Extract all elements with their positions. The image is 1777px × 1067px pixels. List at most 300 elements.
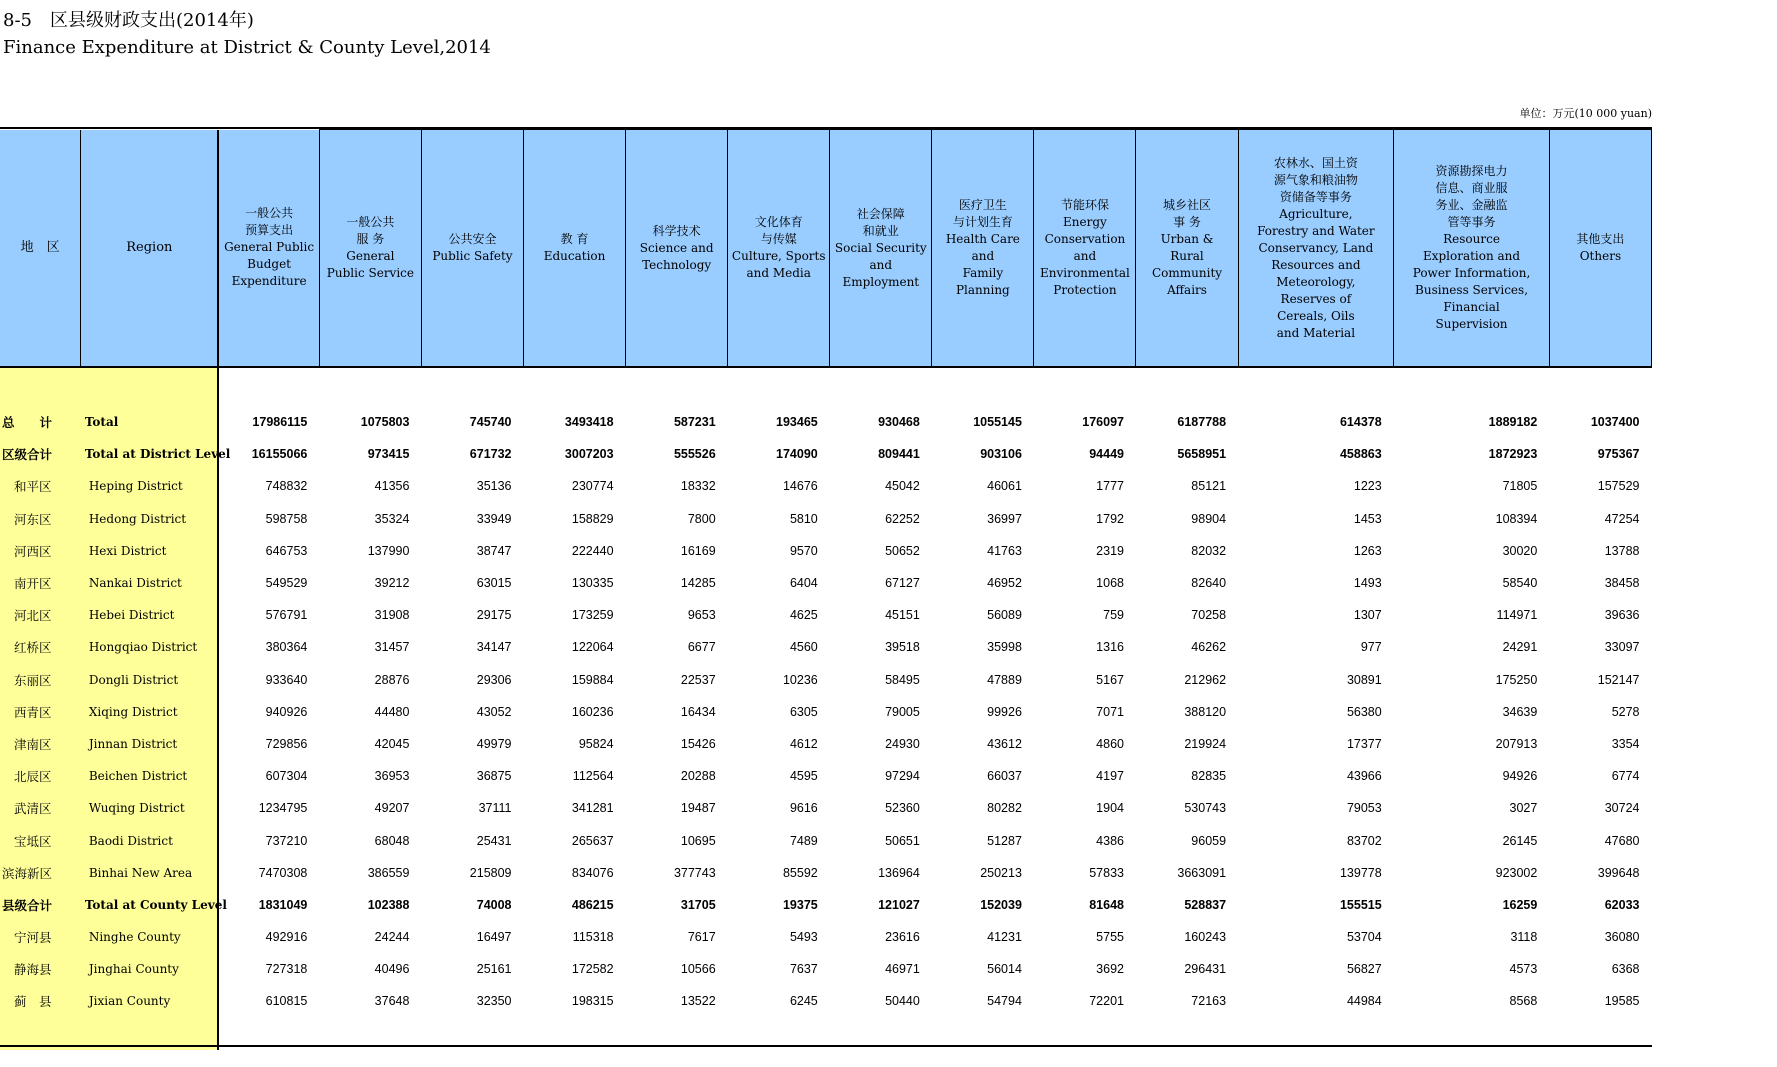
value-cell: 10236	[782, 672, 818, 687]
value-cell: 56827	[1346, 962, 1382, 977]
value-cell: 7470308	[258, 865, 308, 880]
table-row	[0, 760, 1652, 792]
value-cell: 1493	[1353, 576, 1382, 591]
value-cell: 122064	[571, 640, 614, 655]
table-row	[0, 792, 1652, 824]
value-cell: 193465	[776, 415, 818, 430]
value-cell: 5810	[789, 511, 818, 526]
table-row	[0, 985, 1652, 1017]
value-cell: 53704	[1346, 930, 1382, 945]
value-cell: 68048	[374, 833, 410, 848]
value-cell: 930468	[878, 415, 920, 430]
value-cell: 380364	[265, 640, 308, 655]
value-cell: 1068	[1096, 576, 1124, 591]
region-name-cn: 北辰区	[0, 760, 81, 792]
value-cell: 940926	[265, 704, 308, 719]
value-cell: 975367	[1597, 447, 1640, 462]
value-cell: 933640	[265, 672, 308, 687]
value-cell: 3663091	[1177, 865, 1227, 880]
value-cell: 587231	[673, 415, 716, 430]
value-cell: 58495	[885, 672, 920, 687]
spacer-cell	[728, 367, 830, 406]
spacer-cell	[1238, 367, 1394, 406]
region-name-en: Total at District Level	[81, 438, 218, 470]
value-cell: 14676	[782, 479, 818, 494]
value-cell: 34639	[1502, 704, 1538, 719]
value-cell: 14285	[680, 576, 716, 591]
value-cell: 44984	[1346, 994, 1382, 1009]
value-cell: 157529	[1597, 479, 1640, 494]
value-cell: 82032	[1191, 543, 1227, 558]
value-cell: 22537	[680, 672, 716, 687]
value-cell: 42045	[374, 736, 410, 751]
value-cell: 29306	[476, 672, 512, 687]
value-cell: 737210	[265, 833, 308, 848]
value-cell: 6368	[1611, 962, 1640, 977]
region-name-en: Hebei District	[81, 599, 218, 631]
value-cell: 26145	[1502, 833, 1538, 848]
value-cell: 43612	[987, 736, 1022, 751]
table-row	[0, 567, 1652, 599]
header-col-cn: 其他支出	[1576, 232, 1625, 246]
header-col-cn: 文化体育 与传媒	[754, 215, 803, 246]
table-row	[0, 470, 1652, 502]
value-cell: 47889	[987, 672, 1022, 687]
value-cell: 31705	[680, 897, 716, 912]
header-col-9	[1034, 130, 1136, 368]
value-cell: 45042	[885, 479, 920, 494]
value-cell: 15426	[680, 736, 716, 751]
value-cell: 176097	[1082, 415, 1124, 430]
value-cell: 3118	[1510, 930, 1538, 945]
value-cell: 19487	[680, 801, 716, 816]
region-name-en: Beichen District	[81, 760, 218, 792]
header-col-cn: 一般公共 服 务	[346, 215, 395, 246]
value-cell: 6404	[789, 576, 818, 591]
value-cell: 388120	[1184, 704, 1227, 719]
value-cell: 341281	[571, 801, 614, 816]
value-cell: 1037400	[1590, 415, 1640, 430]
value-cell: 25161	[476, 962, 512, 977]
value-cell: 74008	[476, 897, 512, 912]
value-cell: 265637	[571, 833, 614, 848]
value-cell: 39518	[885, 640, 920, 655]
table-row	[0, 696, 1652, 728]
value-cell: 71805	[1502, 479, 1538, 494]
value-cell: 47254	[1604, 511, 1640, 526]
value-cell: 1307	[1353, 608, 1382, 623]
value-cell: 98904	[1191, 511, 1227, 526]
value-cell: 35998	[987, 640, 1022, 655]
region-name-cn: 河东区	[0, 503, 81, 535]
value-cell: 6245	[789, 994, 818, 1009]
value-cell: 598758	[265, 511, 308, 526]
header-col-1	[218, 130, 319, 368]
value-cell: 222440	[571, 543, 614, 558]
table-row	[0, 824, 1652, 856]
value-cell: 30724	[1604, 801, 1640, 816]
value-cell: 114971	[1496, 608, 1538, 623]
value-cell: 38747	[476, 543, 512, 558]
value-cell: 17986115	[252, 415, 308, 430]
value-cell: 13522	[680, 994, 716, 1009]
value-cell: 152039	[980, 897, 1022, 912]
value-cell: 727318	[265, 962, 308, 977]
value-cell: 7800	[687, 511, 716, 526]
value-cell: 96059	[1191, 833, 1227, 848]
value-cell: 54794	[987, 994, 1022, 1009]
value-cell: 607304	[265, 769, 308, 784]
value-cell: 5278	[1611, 704, 1640, 719]
unit-label: 单位：万元(10 000 yuan)	[1519, 107, 1652, 120]
table-row	[0, 664, 1652, 696]
value-cell: 43052	[476, 704, 512, 719]
value-cell: 155515	[1339, 897, 1382, 912]
value-cell: 614378	[1339, 415, 1382, 430]
header-col-3	[421, 130, 523, 368]
spacer-cell	[81, 367, 218, 406]
value-cell: 160236	[571, 704, 614, 719]
header-col-cn: 农林水、国土资 源气象和粮油物 资储备等事务	[1273, 155, 1358, 204]
spacer-cell	[421, 367, 523, 406]
value-cell: 66037	[987, 769, 1022, 784]
table-row	[0, 535, 1652, 567]
region-name-en: Hedong District	[81, 503, 218, 535]
value-cell: 80282	[987, 801, 1022, 816]
value-cell: 50440	[885, 994, 920, 1009]
region-name-cn: 总 计	[0, 406, 81, 438]
value-cell: 7637	[789, 962, 818, 977]
value-cell: 33097	[1604, 640, 1640, 655]
region-name-cn: 西青区	[0, 696, 81, 728]
region-name-cn: 东丽区	[0, 664, 81, 696]
region-name-cn: 蓟 县	[0, 985, 81, 1017]
region-name-en: Nankai District	[81, 567, 218, 599]
value-cell: 759	[1103, 608, 1124, 623]
value-cell: 37648	[374, 994, 410, 1009]
value-cell: 1263	[1353, 543, 1382, 558]
value-cell: 4197	[1096, 769, 1124, 784]
value-cell: 5167	[1096, 672, 1124, 687]
value-cell: 748832	[265, 479, 308, 494]
value-cell: 28876	[374, 672, 410, 687]
spacer-cell	[830, 367, 932, 406]
value-cell: 136964	[878, 865, 920, 880]
value-cell: 16497	[476, 930, 512, 945]
value-cell: 745740	[469, 415, 512, 430]
header-col-12	[1394, 130, 1550, 368]
value-cell: 95824	[578, 736, 614, 751]
value-cell: 486215	[571, 897, 614, 912]
spacer-cell	[626, 367, 728, 406]
spacer-cell	[524, 367, 626, 406]
region-name-cn: 宝坻区	[0, 824, 81, 856]
value-cell: 576791	[265, 608, 308, 623]
region-name-cn: 滨海新区	[0, 857, 81, 889]
value-cell: 528837	[1184, 897, 1227, 912]
value-cell: 41231	[987, 930, 1022, 945]
table-row	[0, 889, 1652, 921]
region-name-cn: 县级合计	[0, 889, 81, 921]
header-col-en: Culture, Sports and Media	[731, 249, 826, 280]
value-cell: 5755	[1096, 930, 1124, 945]
value-cell: 16169	[680, 543, 716, 558]
value-cell: 49207	[374, 801, 410, 816]
header-col-cn: 一般公共 预算支出	[245, 206, 294, 238]
table-row	[0, 406, 1652, 438]
value-cell: 10695	[680, 833, 716, 848]
value-cell: 4612	[789, 736, 818, 751]
header-row	[0, 130, 1652, 368]
header-col-6	[728, 130, 830, 368]
value-cell: 1904	[1096, 801, 1124, 816]
header-region-en: Region	[81, 130, 218, 368]
page-title-en: Finance Expenditure at District & County Level,2014	[3, 37, 491, 58]
value-cell: 4625	[789, 608, 818, 623]
value-cell: 45151	[885, 608, 920, 623]
header-region-cn: 地 区	[0, 130, 81, 368]
spacer-cell	[1549, 367, 1651, 406]
value-cell: 1777	[1096, 479, 1124, 494]
spacer-cell	[218, 367, 319, 406]
table-row	[0, 631, 1652, 663]
value-cell: 8568	[1509, 994, 1538, 1009]
value-cell: 39636	[1604, 608, 1640, 623]
value-cell: 6305	[789, 704, 818, 719]
value-cell: 610815	[265, 994, 308, 1009]
value-cell: 102388	[367, 897, 410, 912]
value-cell: 10566	[680, 962, 716, 977]
region-name-en: Jinnan District	[81, 728, 218, 760]
table-row	[0, 599, 1652, 631]
value-cell: 24930	[885, 736, 920, 751]
table-row	[0, 438, 1652, 470]
value-cell: 458863	[1339, 447, 1382, 462]
value-cell: 230774	[571, 479, 614, 494]
value-cell: 5493	[789, 930, 818, 945]
value-cell: 377743	[673, 865, 716, 880]
region-name-en: Wuqing District	[81, 792, 218, 824]
header-col-cn: 节能环保	[1060, 198, 1109, 212]
value-cell: 83702	[1346, 833, 1382, 848]
value-cell: 160243	[1184, 930, 1227, 945]
value-cell: 296431	[1184, 962, 1227, 977]
value-cell: 36997	[987, 511, 1022, 526]
value-cell: 198315	[571, 994, 614, 1009]
header-col-en: Others	[1579, 249, 1622, 263]
value-cell: 17377	[1346, 736, 1382, 751]
table-row	[0, 728, 1652, 760]
value-cell: 7489	[789, 833, 818, 848]
value-cell: 4573	[1509, 962, 1538, 977]
value-cell: 809441	[878, 447, 920, 462]
value-cell: 2319	[1096, 543, 1124, 558]
value-cell: 46061	[987, 479, 1022, 494]
value-cell: 94926	[1502, 769, 1538, 784]
region-name-cn: 河北区	[0, 599, 81, 631]
value-cell: 85592	[782, 865, 818, 880]
value-cell: 56380	[1346, 704, 1382, 719]
value-cell: 207913	[1495, 736, 1538, 751]
value-cell: 4860	[1096, 736, 1124, 751]
spacer-cell	[1394, 367, 1550, 406]
value-cell: 3493418	[564, 415, 614, 430]
region-name-en: Hexi District	[81, 535, 218, 567]
region-name-cn: 河西区	[0, 535, 81, 567]
value-cell: 46971	[885, 962, 920, 977]
value-cell: 1075803	[360, 415, 410, 430]
value-cell: 1453	[1353, 511, 1382, 526]
value-cell: 215809	[469, 865, 512, 880]
value-cell: 82640	[1191, 576, 1227, 591]
value-cell: 212962	[1184, 672, 1227, 687]
value-cell: 4560	[789, 640, 818, 655]
header-col-4	[524, 130, 626, 368]
value-cell: 1792	[1096, 511, 1124, 526]
value-cell: 112564	[572, 769, 614, 784]
value-cell: 7071	[1096, 704, 1124, 719]
header-col-cn: 城乡社区 事 务	[1163, 198, 1212, 229]
region-name-en: Ninghe County	[81, 921, 218, 953]
spacer-cell	[1034, 367, 1136, 406]
value-cell: 834076	[571, 865, 614, 880]
value-cell: 7617	[687, 930, 716, 945]
value-cell: 50651	[885, 833, 920, 848]
table-row	[0, 857, 1652, 889]
value-cell: 1223	[1353, 479, 1382, 494]
value-cell: 108394	[1495, 511, 1538, 526]
header-col-cn: 医疗卫生 与计划生育	[952, 198, 1013, 229]
header-col-en: Education	[543, 249, 606, 263]
value-cell: 36080	[1604, 930, 1640, 945]
value-cell: 72163	[1191, 994, 1227, 1009]
value-cell: 24244	[374, 930, 410, 945]
value-cell: 973415	[367, 447, 410, 462]
value-cell: 31908	[374, 608, 410, 623]
spacer-cell	[1136, 367, 1238, 406]
value-cell: 977	[1360, 640, 1382, 655]
value-cell: 555526	[673, 447, 716, 462]
header-col-en: General Public Service	[326, 249, 414, 280]
value-cell: 99926	[987, 704, 1022, 719]
value-cell: 79053	[1346, 801, 1382, 816]
header-col-en: Social Security and Employment	[834, 240, 927, 289]
value-cell: 81648	[1089, 897, 1124, 912]
value-cell: 35324	[374, 511, 410, 526]
region-name-en: Jixian County	[81, 985, 218, 1017]
value-cell: 51287	[987, 833, 1022, 848]
value-cell: 19375	[782, 897, 818, 912]
spacer-row	[0, 367, 1652, 406]
table-row	[0, 953, 1652, 985]
region-name-cn: 武清区	[0, 792, 81, 824]
value-cell: 3692	[1096, 962, 1124, 977]
value-cell: 219924	[1184, 736, 1227, 751]
region-name-cn: 红桥区	[0, 631, 81, 663]
header-col-2	[319, 130, 421, 368]
value-cell: 903106	[980, 447, 1022, 462]
value-cell: 39212	[374, 576, 410, 591]
header-col-13	[1549, 130, 1651, 368]
spacer-cell	[0, 367, 81, 406]
value-cell: 121027	[878, 897, 920, 912]
region-name-en: Total at County Level	[81, 889, 218, 921]
value-cell: 43966	[1346, 769, 1382, 784]
value-cell: 6774	[1611, 769, 1640, 784]
region-name-en: Dongli District	[81, 664, 218, 696]
value-cell: 79005	[885, 704, 920, 719]
value-cell: 63015	[476, 576, 512, 591]
value-cell: 173259	[571, 608, 614, 623]
value-cell: 139778	[1339, 865, 1382, 880]
value-cell: 70258	[1191, 608, 1227, 623]
value-cell: 82835	[1191, 769, 1227, 784]
value-cell: 50652	[885, 543, 920, 558]
value-cell: 4595	[789, 769, 818, 784]
region-name-en: Hongqiao District	[81, 631, 218, 663]
region-name-cn: 静海县	[0, 953, 81, 985]
value-cell: 56089	[987, 608, 1022, 623]
header-col-en: Health Care and Family Planning	[945, 232, 1020, 297]
value-cell: 671732	[469, 447, 512, 462]
table-bottom-rule	[0, 1045, 1652, 1047]
value-cell: 159884	[571, 672, 614, 687]
value-cell: 1234795	[258, 801, 308, 816]
header-col-en: Energy Conservation and Environmental Protection	[1040, 215, 1130, 297]
region-name-en: Heping District	[81, 470, 218, 502]
value-cell: 41356	[374, 479, 410, 494]
value-cell: 34147	[476, 640, 512, 655]
value-cell: 37111	[478, 801, 512, 816]
value-cell: 24291	[1502, 640, 1538, 655]
value-cell: 6677	[687, 640, 716, 655]
value-cell: 40496	[374, 962, 410, 977]
value-cell: 174090	[776, 447, 818, 462]
value-cell: 62252	[885, 511, 920, 526]
value-cell: 35136	[476, 479, 512, 494]
region-name-en: Xiqing District	[81, 696, 218, 728]
region-name-cn: 津南区	[0, 728, 81, 760]
value-cell: 9570	[789, 543, 818, 558]
value-cell: 3027	[1509, 801, 1538, 816]
region-name-en: Total	[81, 406, 218, 438]
value-cell: 52360	[885, 801, 920, 816]
value-cell: 44480	[374, 704, 410, 719]
value-cell: 4386	[1096, 833, 1124, 848]
value-cell: 47680	[1604, 833, 1640, 848]
value-cell: 1055145	[973, 415, 1022, 430]
value-cell: 3354	[1611, 736, 1640, 751]
value-cell: 13788	[1604, 543, 1640, 558]
value-cell: 36953	[374, 769, 410, 784]
spacer-cell	[932, 367, 1034, 406]
value-cell: 62033	[1604, 897, 1640, 912]
header-col-cn: 公共安全	[448, 232, 497, 246]
page-title-cn: 8-5 区县级财政支出(2014年)	[3, 10, 254, 31]
value-cell: 20288	[680, 769, 716, 784]
value-cell: 386559	[367, 865, 410, 880]
value-cell: 16259	[1502, 897, 1538, 912]
value-cell: 31457	[374, 640, 410, 655]
value-cell: 18332	[680, 479, 716, 494]
value-cell: 57833	[1089, 865, 1124, 880]
value-cell: 85121	[1191, 479, 1227, 494]
value-cell: 158829	[571, 511, 614, 526]
region-name-en: Baodi District	[81, 824, 218, 856]
value-cell: 250213	[980, 865, 1022, 880]
header-col-en: Resource Exploration and Power Information, Business Services, Financial Supervision	[1412, 232, 1531, 331]
value-cell: 549529	[265, 576, 308, 591]
